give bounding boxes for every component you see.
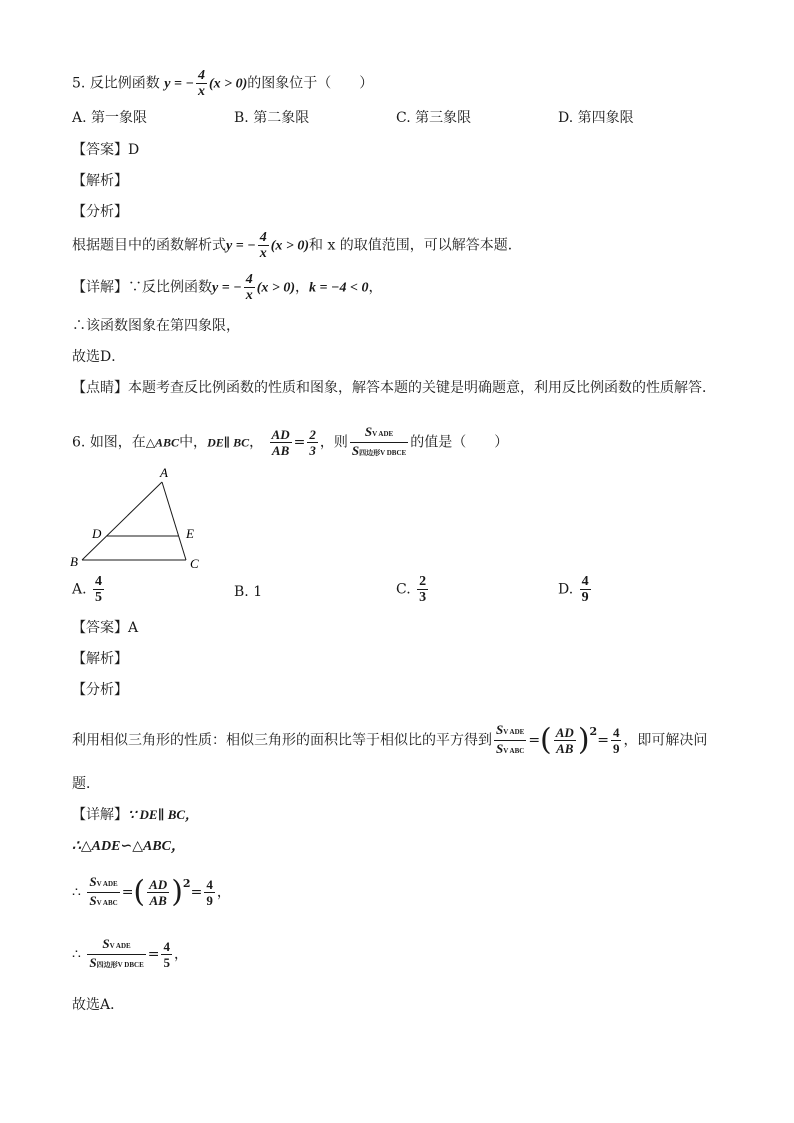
q6-detail-2: ∴△ADE∽△ABC，	[72, 839, 185, 854]
triangle-diagram	[68, 462, 208, 574]
q5-therefore: ∴该函数图象在第四象限，	[72, 318, 240, 334]
label-e: E	[186, 526, 194, 541]
q5-formula-y: y = −	[164, 76, 194, 92]
label-c: C	[190, 556, 199, 571]
q6-fenxi: 利用相似三角形的性质：相似三角形的面积比等于相似比的平方得到 $\frac{\text{SV ADE}}{\text{SV ABC}}$ =( $\frac{AD}{AB}$ )$^2$= $\frac{4}{9}$ ，即可解决问	[72, 722, 708, 758]
q6-detail-1: 【详解】∵ DE∥ BC，	[72, 807, 199, 823]
q6-fenxi-cont: 题．	[72, 776, 100, 792]
q5-option-a: A. 第一象限	[72, 110, 148, 126]
label-a: A	[160, 465, 168, 480]
q6-stem: 6. 如图，在△ABC中，DE∥ BC， $\frac{AD}{AB}$ = $\frac{2}{3}$ ，则 $\frac{\text{SV ADE}}{\text{S四边形V DBCE}}$ 的值是（ ）	[72, 424, 509, 458]
q5-option-d: D. 第四象限	[558, 110, 634, 126]
q5-analysis-tag: 【解析】	[72, 173, 128, 189]
q5-stem-pre: 反比例函数	[89, 75, 160, 92]
q6-analysis-tag: 【解析】	[72, 651, 128, 667]
q5-detail: 【详解】∵反比例函数y = − $\frac{4}{x}$ (x > 0)，k = −4 < 0，	[72, 272, 383, 303]
q6-fenxi-tag: 【分析】	[72, 682, 128, 698]
q5-number: 5.	[72, 75, 86, 92]
q5-stem-post: 的图象位于（ ）	[247, 75, 374, 92]
q6-option-c: C. $\frac{2}{3}$	[396, 574, 427, 605]
q5-choose: 故选D．	[72, 349, 126, 365]
q6-detail-3: ∴ $\frac{\text{SV ADE}}{\text{SV ABC}}$ =( $\frac{AD}{AB}$ )$^2$= $\frac{4}{9}$ ，	[72, 874, 231, 910]
q6-choose: 故选A．	[72, 997, 125, 1013]
q6-option-a: A. $\frac{4}{5}$	[72, 574, 103, 605]
q5-fraction: $\frac{4}{x}$	[197, 68, 205, 99]
q5-stem	[72, 68, 373, 99]
q5-option-c: C. 第三象限	[396, 110, 472, 126]
q5-option-b: B. 第二象限	[234, 110, 310, 126]
q6-detail-4: ∴ $\frac{\text{SV ADE}}{\text{S四边形V DBCE}}$ = $\frac{4}{5}$ ，	[72, 936, 188, 970]
q6-answer: 【答案】A	[72, 620, 139, 636]
q5-condition: (x > 0)	[208, 76, 248, 92]
q6-option-d: D. $\frac{4}{9}$	[558, 574, 589, 605]
q6-option-b: B. 1	[234, 584, 263, 600]
q5-comment: 【点睛】本题考查反比例函数的性质和图象，解答本题的关键是明确题意，利用反比例函数的性质解答．	[72, 380, 716, 396]
q5-fenxi-tag: 【分析】	[72, 204, 128, 220]
label-d: D	[92, 526, 102, 541]
triangle-figure	[68, 462, 208, 578]
q5-answer: 【答案】D	[72, 142, 140, 158]
label-b: B	[70, 554, 78, 569]
q5-fenxi: 根据题目中的函数解析式y = − $\frac{4}{x}$ (x > 0)和 x 的取值范围，可以解答本题．	[72, 230, 522, 261]
